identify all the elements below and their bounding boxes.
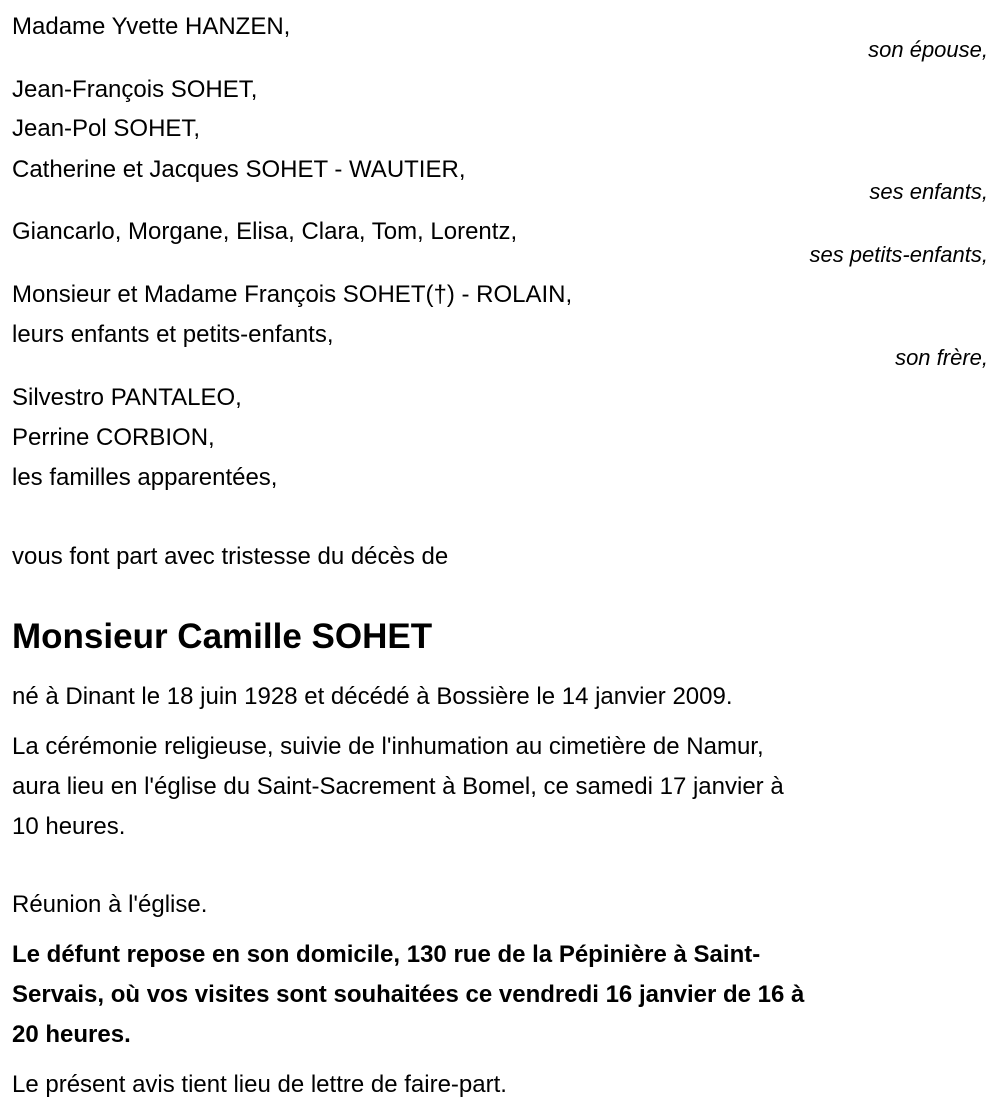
visits-line: Le défunt repose en son domicile, 130 rue de la Pépinière à Saint- bbox=[12, 941, 761, 968]
closing-text: Le présent avis tient lieu de lettre de faire-part. bbox=[12, 1071, 507, 1098]
spouse-name: Madame Yvette HANZEN, bbox=[12, 13, 291, 40]
ceremony-line: 10 heures. bbox=[12, 813, 126, 840]
children-relation: ses enfants, bbox=[869, 179, 988, 204]
other-name: les familles apparentées, bbox=[12, 464, 278, 491]
other-name: Perrine CORBION, bbox=[12, 424, 215, 451]
birth-death-text: né à Dinant le 18 juin 1928 et décédé à Bossière le 14 janvier 2009. bbox=[12, 683, 733, 710]
deceased-name: Monsieur Camille SOHET bbox=[12, 617, 433, 656]
spouse-relation: son épouse, bbox=[868, 37, 988, 62]
visits-line: Servais, où vos visites sont souhaitées ce vendredi 16 janvier de 16 à bbox=[12, 981, 805, 1008]
child-name: Jean-François SOHET, bbox=[12, 76, 258, 103]
grandchildren-relation: ses petits-enfants, bbox=[809, 242, 988, 267]
brother-name: Monsieur et Madame François SOHET(†) - ROLAIN, bbox=[12, 281, 573, 308]
brother-relation: son frère, bbox=[895, 345, 988, 370]
announcement-text: vous font part avec tristesse du décès de bbox=[12, 543, 449, 570]
other-name: Silvestro PANTALEO, bbox=[12, 384, 242, 411]
meeting-text: Réunion à l'église. bbox=[12, 891, 208, 918]
ceremony-line: aura lieu en l'église du Saint-Sacrement à Bomel, ce samedi 17 janvier à bbox=[12, 773, 784, 800]
brother-family: leurs enfants et petits-enfants, bbox=[12, 321, 334, 348]
child-name: Jean-Pol SOHET, bbox=[12, 115, 201, 142]
visits-line: 20 heures. bbox=[12, 1021, 131, 1048]
grandchildren-names: Giancarlo, Morgane, Elisa, Clara, Tom, Lorentz, bbox=[12, 218, 518, 245]
ceremony-line: La cérémonie religieuse, suivie de l'inhumation au cimetière de Namur, bbox=[12, 733, 764, 760]
child-name: Catherine et Jacques SOHET - WAUTIER, bbox=[12, 156, 466, 183]
